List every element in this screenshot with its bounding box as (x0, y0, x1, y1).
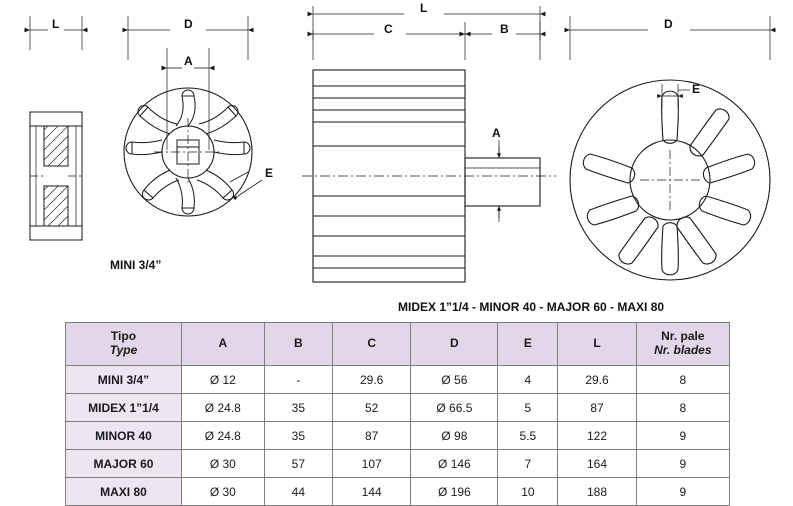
table-row (66, 478, 730, 506)
header-a: A (181, 323, 264, 366)
header-c: C (333, 323, 411, 366)
view-front-large (570, 16, 770, 280)
cell-l: 188 (558, 478, 636, 506)
cell-a: Ø 30 (181, 478, 264, 506)
dim-label-c-top: C (384, 22, 393, 36)
header-e: E (498, 323, 558, 366)
header-blades-it: Nr. pale (661, 329, 705, 344)
cell-l: 122 (558, 422, 636, 450)
view-longitudinal (302, 6, 556, 282)
dim-label-l-top: L (420, 1, 428, 15)
header-l: L (558, 323, 636, 366)
cell-a: Ø 30 (181, 450, 264, 478)
cell-d: Ø 146 (411, 450, 498, 478)
cell-l: 29.6 (558, 366, 636, 394)
view-front-mini (100, 16, 262, 216)
cell-d: Ø 66.5 (411, 394, 498, 422)
dim-label-d-front: D (184, 17, 193, 31)
cell-blades: 9 (636, 478, 729, 506)
table-body (66, 366, 730, 506)
cell-blades: 9 (636, 422, 729, 450)
cell-c: 52 (333, 394, 411, 422)
cell-e: 7 (498, 450, 558, 478)
header-d: D (411, 323, 498, 366)
cell-a: Ø 24.8 (181, 422, 264, 450)
cell-a: Ø 12 (181, 366, 264, 394)
dim-label-l-side: L (52, 17, 60, 31)
cell-l: 87 (558, 394, 636, 422)
cell-b: - (264, 366, 332, 394)
cell-type: MIDEX 1”1/4 (66, 394, 182, 422)
table-row (66, 422, 730, 450)
cell-e: 10 (498, 478, 558, 506)
dim-label-b-top: B (500, 22, 509, 36)
cell-blades: 9 (636, 450, 729, 478)
view-side-section (30, 16, 82, 240)
header-type-en: Type (109, 343, 138, 357)
table-row (66, 450, 730, 478)
dim-label-a-front: A (184, 54, 193, 68)
cell-e: 5 (498, 394, 558, 422)
cell-type: MAJOR 60 (66, 450, 182, 478)
header-b: B (264, 323, 332, 366)
cell-e: 5.5 (498, 422, 558, 450)
header-type (66, 323, 182, 366)
cell-type: MINOR 40 (66, 422, 182, 450)
specification-table (65, 322, 730, 506)
cell-c: 29.6 (333, 366, 411, 394)
cell-blades: 8 (636, 394, 729, 422)
cell-blades: 8 (636, 366, 729, 394)
header-blades-en: Nr. blades (654, 343, 712, 357)
cell-b: 44 (264, 478, 332, 506)
cell-c: 87 (333, 422, 411, 450)
cell-d: Ø 56 (411, 366, 498, 394)
cell-type: MINI 3/4” (66, 366, 182, 394)
table-row (66, 394, 730, 422)
cell-b: 57 (264, 450, 332, 478)
table-row (66, 366, 730, 394)
cell-a: Ø 24.8 (181, 394, 264, 422)
header-blades (636, 323, 729, 366)
header-type-it: Tipo (110, 329, 137, 344)
table-header-row (66, 323, 730, 366)
cell-d: Ø 98 (411, 422, 498, 450)
dim-label-d-right: D (664, 17, 673, 31)
cell-l: 164 (558, 450, 636, 478)
caption-mini: MINI 3/4” (110, 258, 162, 272)
cell-c: 107 (333, 450, 411, 478)
cell-d: Ø 196 (411, 478, 498, 506)
dim-label-e-right: E (692, 82, 701, 96)
dim-label-a-shaft: A (492, 126, 501, 140)
cell-type: MAXI 80 (66, 478, 182, 506)
specification-table-wrapper (65, 322, 730, 506)
cell-c: 144 (333, 478, 411, 506)
cell-e: 4 (498, 366, 558, 394)
caption-midex-series: MIDEX 1”1/4 - MINOR 40 - MAJOR 60 - MAXI 80 (398, 300, 665, 314)
cell-b: 35 (264, 422, 332, 450)
dim-label-e-front: E (265, 166, 274, 180)
cell-b: 35 (264, 394, 332, 422)
